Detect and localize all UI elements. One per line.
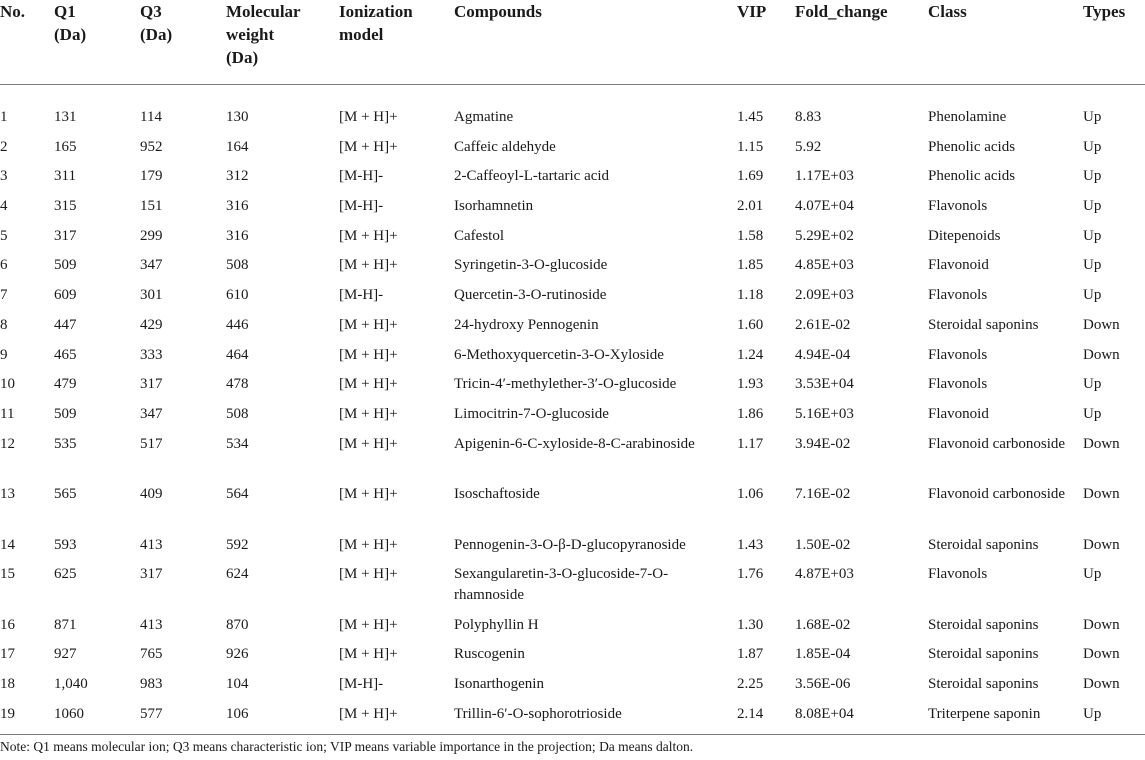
cell-compound: Trillin-6′-O-sophorotrioside <box>454 705 622 722</box>
cell-type: Up <box>1083 227 1102 244</box>
cell-q1: 317 <box>54 227 77 244</box>
table-row <box>0 191 1145 221</box>
cell-no: 11 <box>0 405 15 422</box>
cell-ionization-model: [M + H]+ <box>339 536 398 553</box>
cell-q3: 333 <box>140 346 163 363</box>
cell-molecular-weight: 508 <box>226 257 249 274</box>
table-row <box>0 530 1145 560</box>
cell-q3: 151 <box>140 198 163 215</box>
table-bottom-rule <box>0 734 1145 735</box>
cell-no: 3 <box>0 168 8 185</box>
cell-class: Flavonols <box>928 566 988 583</box>
header-q1: Q1 (Da) <box>54 2 87 44</box>
cell-type: Up <box>1083 198 1102 215</box>
table-row <box>0 280 1145 310</box>
cell-class: Phenolic acids <box>928 138 1016 155</box>
table-row <box>0 102 1145 132</box>
cell-ionization-model: [M + H]+ <box>339 566 398 583</box>
cell-compound: Apigenin-6-C-xyloside-8-C-arabinoside <box>454 435 695 452</box>
cell-no: 18 <box>0 676 15 693</box>
cell-vip: 1.69 <box>737 168 764 185</box>
cell-vip: 1.15 <box>737 138 764 155</box>
cell-molecular-weight: 316 <box>226 227 249 244</box>
cell-no: 5 <box>0 227 8 244</box>
cell-class: Steroidal saponins <box>928 316 1039 333</box>
cell-q1: 565 <box>54 486 77 503</box>
cell-fold-change: 3.94E-02 <box>795 435 851 452</box>
cell-compound: Tricin-4′-methylether-3′-O-glucoside <box>454 376 677 393</box>
cell-vip: 1.24 <box>737 346 764 363</box>
cell-compound: Quercetin-3-O-rutinoside <box>454 287 607 304</box>
cell-vip: 1.60 <box>737 316 764 333</box>
cell-compound: Isorhamnetin <box>454 198 534 215</box>
cell-no: 13 <box>0 486 15 503</box>
cell-no: 2 <box>0 138 8 155</box>
cell-ionization-model: [M-H]- <box>339 198 384 215</box>
cell-no: 8 <box>0 316 8 333</box>
table-row <box>0 399 1145 429</box>
cell-compound: Agmatine <box>454 109 514 125</box>
cell-type: Down <box>1083 346 1120 363</box>
cell-ionization-model: [M + H]+ <box>339 346 398 363</box>
cell-compound: Syringetin-3-O-glucoside <box>454 257 608 274</box>
header-q3: Q3 (Da) <box>140 2 173 44</box>
cell-molecular-weight: 164 <box>226 138 249 155</box>
cell-vip: 2.14 <box>737 705 764 722</box>
cell-q1: 131 <box>54 109 77 125</box>
cell-fold-change: 1.17E+03 <box>795 168 854 185</box>
cell-q3: 409 <box>140 486 163 503</box>
cell-fold-change: 8.83 <box>795 109 822 125</box>
cell-ionization-model: [M + H]+ <box>339 705 398 722</box>
table-row <box>0 610 1145 640</box>
cell-q1: 609 <box>54 287 77 304</box>
cell-q1: 315 <box>54 198 77 215</box>
cell-compound: Caffeic aldehyde <box>454 138 556 155</box>
cell-class: Steroidal saponins <box>928 646 1039 663</box>
cell-ionization-model: [M + H]+ <box>339 646 398 663</box>
cell-no: 1 <box>0 109 8 125</box>
cell-molecular-weight: 926 <box>226 646 249 663</box>
cell-type: Up <box>1083 138 1102 155</box>
table-row <box>0 699 1145 729</box>
cell-class: Steroidal saponins <box>928 616 1039 633</box>
cell-vip: 1.43 <box>737 536 764 553</box>
cell-vip: 1.85 <box>737 257 764 274</box>
cell-q1: 927 <box>54 646 77 663</box>
cell-q1: 447 <box>54 316 77 333</box>
cell-molecular-weight: 130 <box>226 109 249 125</box>
cell-vip: 1.93 <box>737 376 764 393</box>
cell-fold-change: 2.09E+03 <box>795 287 854 304</box>
cell-compound: Sexangularetin-3-O-glucoside-7-O-rhamnoside <box>454 566 669 603</box>
cell-molecular-weight: 312 <box>226 168 249 185</box>
cell-q3: 517 <box>140 435 163 452</box>
cell-q3: 317 <box>140 376 163 393</box>
cell-molecular-weight: 106 <box>226 705 249 722</box>
cell-class: Flavonols <box>928 346 988 363</box>
cell-class: Steroidal saponins <box>928 676 1039 693</box>
cell-q1: 1060 <box>54 705 84 722</box>
cell-fold-change: 7.16E-02 <box>795 486 851 503</box>
cell-vip: 2.25 <box>737 676 764 693</box>
cell-q1: 535 <box>54 435 77 452</box>
cell-vip: 2.01 <box>737 198 764 215</box>
cell-vip: 1.45 <box>737 109 764 125</box>
cell-molecular-weight: 624 <box>226 566 249 583</box>
header-class: Class <box>928 2 967 21</box>
cell-vip: 1.30 <box>737 616 764 633</box>
table-row <box>0 310 1145 340</box>
cell-q1: 1,040 <box>54 676 88 693</box>
table-row <box>0 132 1145 162</box>
cell-ionization-model: [M + H]+ <box>339 138 398 155</box>
cell-no: 6 <box>0 257 8 274</box>
cell-molecular-weight: 446 <box>226 316 249 333</box>
cell-type: Up <box>1083 257 1102 274</box>
cell-fold-change: 1.50E-02 <box>795 536 851 553</box>
table-row <box>0 639 1145 669</box>
cell-no: 19 <box>0 705 15 722</box>
cell-no: 10 <box>0 376 15 393</box>
cell-ionization-model: [M + H]+ <box>339 227 398 244</box>
cell-q1: 165 <box>54 138 77 155</box>
header-vip: VIP <box>737 2 767 21</box>
cell-molecular-weight: 104 <box>226 676 249 693</box>
cell-q1: 871 <box>54 616 77 633</box>
cell-fold-change: 3.53E+04 <box>795 376 854 393</box>
cell-ionization-model: [M + H]+ <box>339 316 398 333</box>
cell-ionization-model: [M + H]+ <box>339 486 398 503</box>
cell-no: 17 <box>0 646 15 663</box>
cell-molecular-weight: 316 <box>226 198 249 215</box>
cell-no: 14 <box>0 536 15 553</box>
cell-fold-change: 5.92 <box>795 138 822 155</box>
cell-q1: 593 <box>54 536 77 553</box>
cell-class: Flavonols <box>928 198 988 215</box>
cell-ionization-model: [M-H]- <box>339 287 384 304</box>
cell-class: Flavonoid carbonoside <box>928 486 1066 503</box>
cell-no: 9 <box>0 346 8 363</box>
table-header <box>0 0 1145 85</box>
cell-class: Ditepenoids <box>928 227 1001 244</box>
cell-fold-change: 4.87E+03 <box>795 566 854 583</box>
header-ionization-model: Ionization model <box>339 2 413 44</box>
cell-class: Flavonols <box>928 376 988 393</box>
header-compounds: Compounds <box>454 2 542 21</box>
cell-type: Up <box>1083 287 1102 304</box>
header-fold-change: Fold_change <box>795 2 888 21</box>
cell-no: 16 <box>0 616 15 633</box>
cell-compound: Isonarthogenin <box>454 676 544 693</box>
cell-type: Down <box>1083 536 1120 553</box>
cell-q1: 509 <box>54 405 77 422</box>
cell-molecular-weight: 870 <box>226 616 249 633</box>
cell-class: Flavonoid carbonoside <box>928 435 1066 452</box>
cell-type: Up <box>1083 376 1102 393</box>
cell-type: Down <box>1083 646 1120 663</box>
cell-molecular-weight: 564 <box>226 486 249 503</box>
table-row <box>0 340 1145 370</box>
cell-type: Down <box>1083 616 1120 633</box>
cell-type: Down <box>1083 316 1120 333</box>
cell-vip: 1.18 <box>737 287 764 304</box>
cell-type: Up <box>1083 705 1102 722</box>
cell-molecular-weight: 464 <box>226 346 249 363</box>
cell-type: Up <box>1083 566 1102 583</box>
table-row <box>0 221 1145 251</box>
cell-no: 15 <box>0 566 15 583</box>
cell-molecular-weight: 534 <box>226 435 249 452</box>
table-row <box>0 669 1145 699</box>
table-body <box>0 85 1145 729</box>
cell-vip: 1.86 <box>737 405 764 422</box>
table-row <box>0 250 1145 280</box>
cell-q3: 179 <box>140 168 163 185</box>
cell-molecular-weight: 592 <box>226 536 249 553</box>
cell-q3: 429 <box>140 316 163 333</box>
cell-fold-change: 4.85E+03 <box>795 257 854 274</box>
cell-no: 4 <box>0 198 8 215</box>
cell-type: Down <box>1083 486 1120 503</box>
cell-ionization-model: [M + H]+ <box>339 405 398 422</box>
cell-fold-change: 5.29E+02 <box>795 227 854 244</box>
cell-class: Phenolamine <box>928 109 1007 125</box>
cell-q1: 479 <box>54 376 77 393</box>
cell-q1: 625 <box>54 566 77 583</box>
cell-q3: 301 <box>140 287 163 304</box>
cell-compound: Cafestol <box>454 227 504 244</box>
cell-fold-change: 5.16E+03 <box>795 405 854 422</box>
cell-no: 12 <box>0 435 15 452</box>
cell-ionization-model: [M-H]- <box>339 168 384 185</box>
cell-class: Steroidal saponins <box>928 536 1039 553</box>
cell-compound: Isoschaftoside <box>454 486 540 503</box>
cell-compound: Limocitrin-7-O-glucoside <box>454 405 609 422</box>
cell-q3: 114 <box>140 109 162 125</box>
table-row <box>0 559 1145 610</box>
cell-class: Flavonoid <box>928 405 989 422</box>
cell-class: Phenolic acids <box>928 168 1016 185</box>
cell-fold-change: 3.56E-06 <box>795 676 851 693</box>
cell-type: Up <box>1083 405 1102 422</box>
cell-fold-change: 4.07E+04 <box>795 198 854 215</box>
cell-q3: 577 <box>140 705 163 722</box>
table-row <box>0 429 1145 480</box>
cell-type: Up <box>1083 109 1102 125</box>
cell-type: Up <box>1083 168 1102 185</box>
cell-molecular-weight: 508 <box>226 405 249 422</box>
cell-fold-change: 1.68E-02 <box>795 616 851 633</box>
cell-q3: 299 <box>140 227 163 244</box>
cell-ionization-model: [M + H]+ <box>339 376 398 393</box>
cell-fold-change: 4.94E-04 <box>795 346 851 363</box>
cell-q3: 413 <box>140 616 163 633</box>
cell-compound: 6-Methoxyquercetin-3-O-Xyloside <box>454 346 664 363</box>
cell-compound: Pennogenin-3-O-β-D-glucopyranoside <box>454 536 686 553</box>
header-no: No. <box>0 2 26 21</box>
cell-q3: 952 <box>140 138 163 155</box>
table-row <box>0 161 1145 191</box>
cell-q1: 465 <box>54 346 77 363</box>
cell-vip: 1.58 <box>737 227 764 244</box>
cell-q1: 311 <box>54 168 76 185</box>
cell-ionization-model: [M + H]+ <box>339 435 398 452</box>
cell-ionization-model: [M + H]+ <box>339 109 398 125</box>
cell-ionization-model: [M + H]+ <box>339 257 398 274</box>
table-row <box>0 479 1145 530</box>
cell-molecular-weight: 478 <box>226 376 249 393</box>
cell-q3: 983 <box>140 676 163 693</box>
cell-ionization-model: [M-H]- <box>339 676 384 693</box>
cell-class: Flavonoid <box>928 257 989 274</box>
cell-q3: 347 <box>140 405 163 422</box>
cell-fold-change: 2.61E-02 <box>795 316 851 333</box>
cell-compound: 2-Caffeoyl-L-tartaric acid <box>454 168 610 185</box>
cell-q1: 509 <box>54 257 77 274</box>
header-molecular-weight: Molecular weight (Da) <box>226 2 301 67</box>
cell-vip: 1.17 <box>737 435 764 452</box>
cell-type: Down <box>1083 435 1120 452</box>
cell-fold-change: 8.08E+04 <box>795 705 854 722</box>
cell-compound: Polyphyllin H <box>454 616 539 633</box>
cell-vip: 1.06 <box>737 486 764 503</box>
cell-ionization-model: [M + H]+ <box>339 616 398 633</box>
cell-molecular-weight: 610 <box>226 287 249 304</box>
cell-q3: 317 <box>140 566 163 583</box>
cell-fold-change: 1.85E-04 <box>795 646 851 663</box>
cell-no: 7 <box>0 287 8 304</box>
cell-class: Triterpene saponin <box>928 705 1041 722</box>
cell-type: Down <box>1083 676 1120 693</box>
cell-class: Flavonols <box>928 287 988 304</box>
cell-q3: 765 <box>140 646 163 663</box>
cell-vip: 1.76 <box>737 566 764 583</box>
table-row <box>0 369 1145 399</box>
cell-q3: 347 <box>140 257 163 274</box>
cell-q3: 413 <box>140 536 163 553</box>
cell-compound: 24-hydroxy Pennogenin <box>454 316 599 333</box>
header-types: Types <box>1083 2 1126 21</box>
table-footnote: Note: Q1 means molecular ion; Q3 means characteristic ion; VIP means variable importance in the projection; Da means dalton. <box>0 739 694 754</box>
cell-compound: Ruscogenin <box>454 646 525 663</box>
cell-vip: 1.87 <box>737 646 764 663</box>
